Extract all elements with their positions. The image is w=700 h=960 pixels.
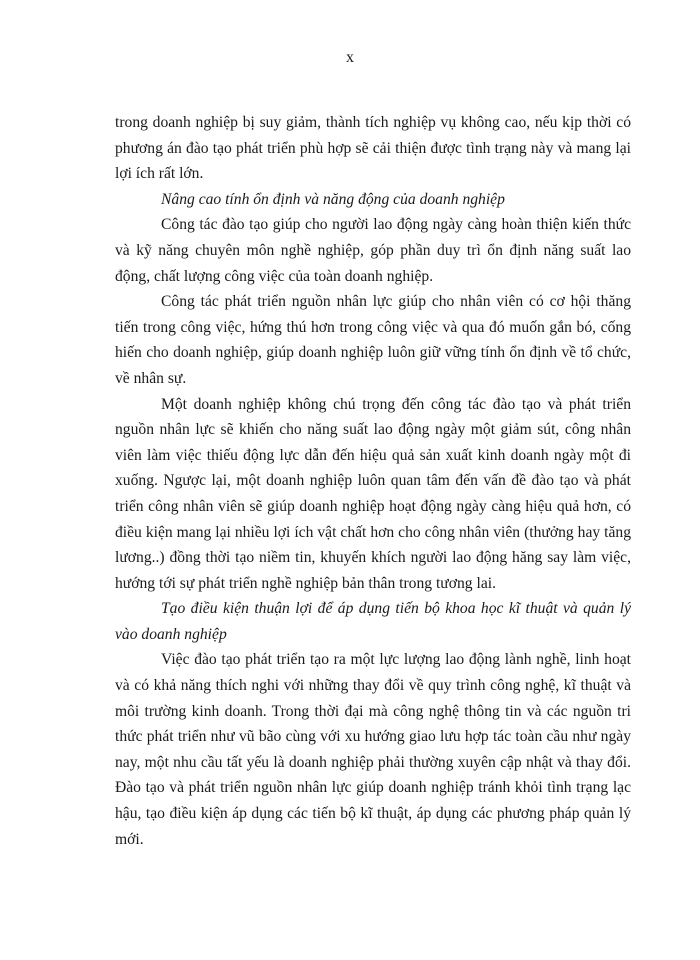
document-body: [115, 110, 631, 852]
paragraph-business-consequences: Một doanh nghiệp không chú trọng đến công tác đào tạo và phát triển nguồn nhân lực sẽ khiến cho năng suất lao động ngày một giảm sút, công nhân viên làm việc thiếu động lực dẫn đến hiệu quả sản xuất kinh doanh ngày một đi xuống. Ngược lại, một doanh nghiệp luôn quan tâm đến vấn đề đào tạo và phát triển công nhân viên sẽ giúp doanh nghiệp hoạt động ngày càng hiệu quả hơn, có điều kiện mang lại nhiều lợi ích vật chất hơn cho công nhân viên (thưởng hay tăng lương..) đồng thời tạo niềm tin, khuyến khích người lao động hăng say làm việc, hướng tới sự phát triển nghề nghiệp bản thân trong tương lai.: [115, 395, 631, 592]
paragraph-hr-development: Công tác phát triển nguồn nhân lực giúp cho nhân viên có cơ hội thăng tiến trong công việc, hứng thú hơn trong công việc và qua đó muốn gắn bó, cống hiến cho doanh nghiệp, giúp doanh nghiệp luôn giữ vững tính ổn định về tổ chức, về nhân sự.: [115, 293, 631, 387]
section-heading-stability: Nâng cao tính ổn định và năng động của doanh nghiệp: [161, 190, 505, 208]
paragraph-technology-adoption: Việc đào tạo phát triển tạo ra một lực lượng lao động lành nghề, linh hoạt và có khả năng thích nghi với những thay đổi về quy trình công nghệ, kĩ thuật và môi trường kinh doanh. Trong thời đại mà công nghệ thông tin và các nguồn tri thức phát triển như vũ bão cùng với xu hướng giao lưu hợp tác toàn cầu như ngày nay, một nhu cầu tất yếu là doanh nghiệp phải thường xuyên cập nhật và thay đổi. Đào tạo và phát triển nguồn nhân lực giúp doanh nghiệp tránh khỏi tình trạng lạc hậu, tạo điều kiện áp dụng các tiến bộ kĩ thuật, áp dụng các phương pháp quản lý mới.: [115, 651, 631, 848]
paragraph-training-skills: Công tác đào tạo giúp cho người lao động ngày càng hoàn thiện kiến thức và kỹ năng chuyên môn nghề nghiệp, góp phần duy trì ổn định năng suất lao động, chất lượng công việc của toàn doanh nghiệp.: [115, 216, 631, 285]
section-heading-technology: Tạo điều kiện thuận lợi để áp dụng tiến bộ khoa học kĩ thuật và quản lý vào doanh nghiệp: [115, 600, 631, 643]
paragraph-continuation: trong doanh nghiệp bị suy giảm, thành tích nghiệp vụ không cao, nếu kịp thời có phương án đào tạo phát triển phù hợp sẽ cải thiện được tình trạng này và mang lại lợi ích rất lớn.: [115, 114, 631, 183]
page-number: x: [346, 49, 354, 66]
